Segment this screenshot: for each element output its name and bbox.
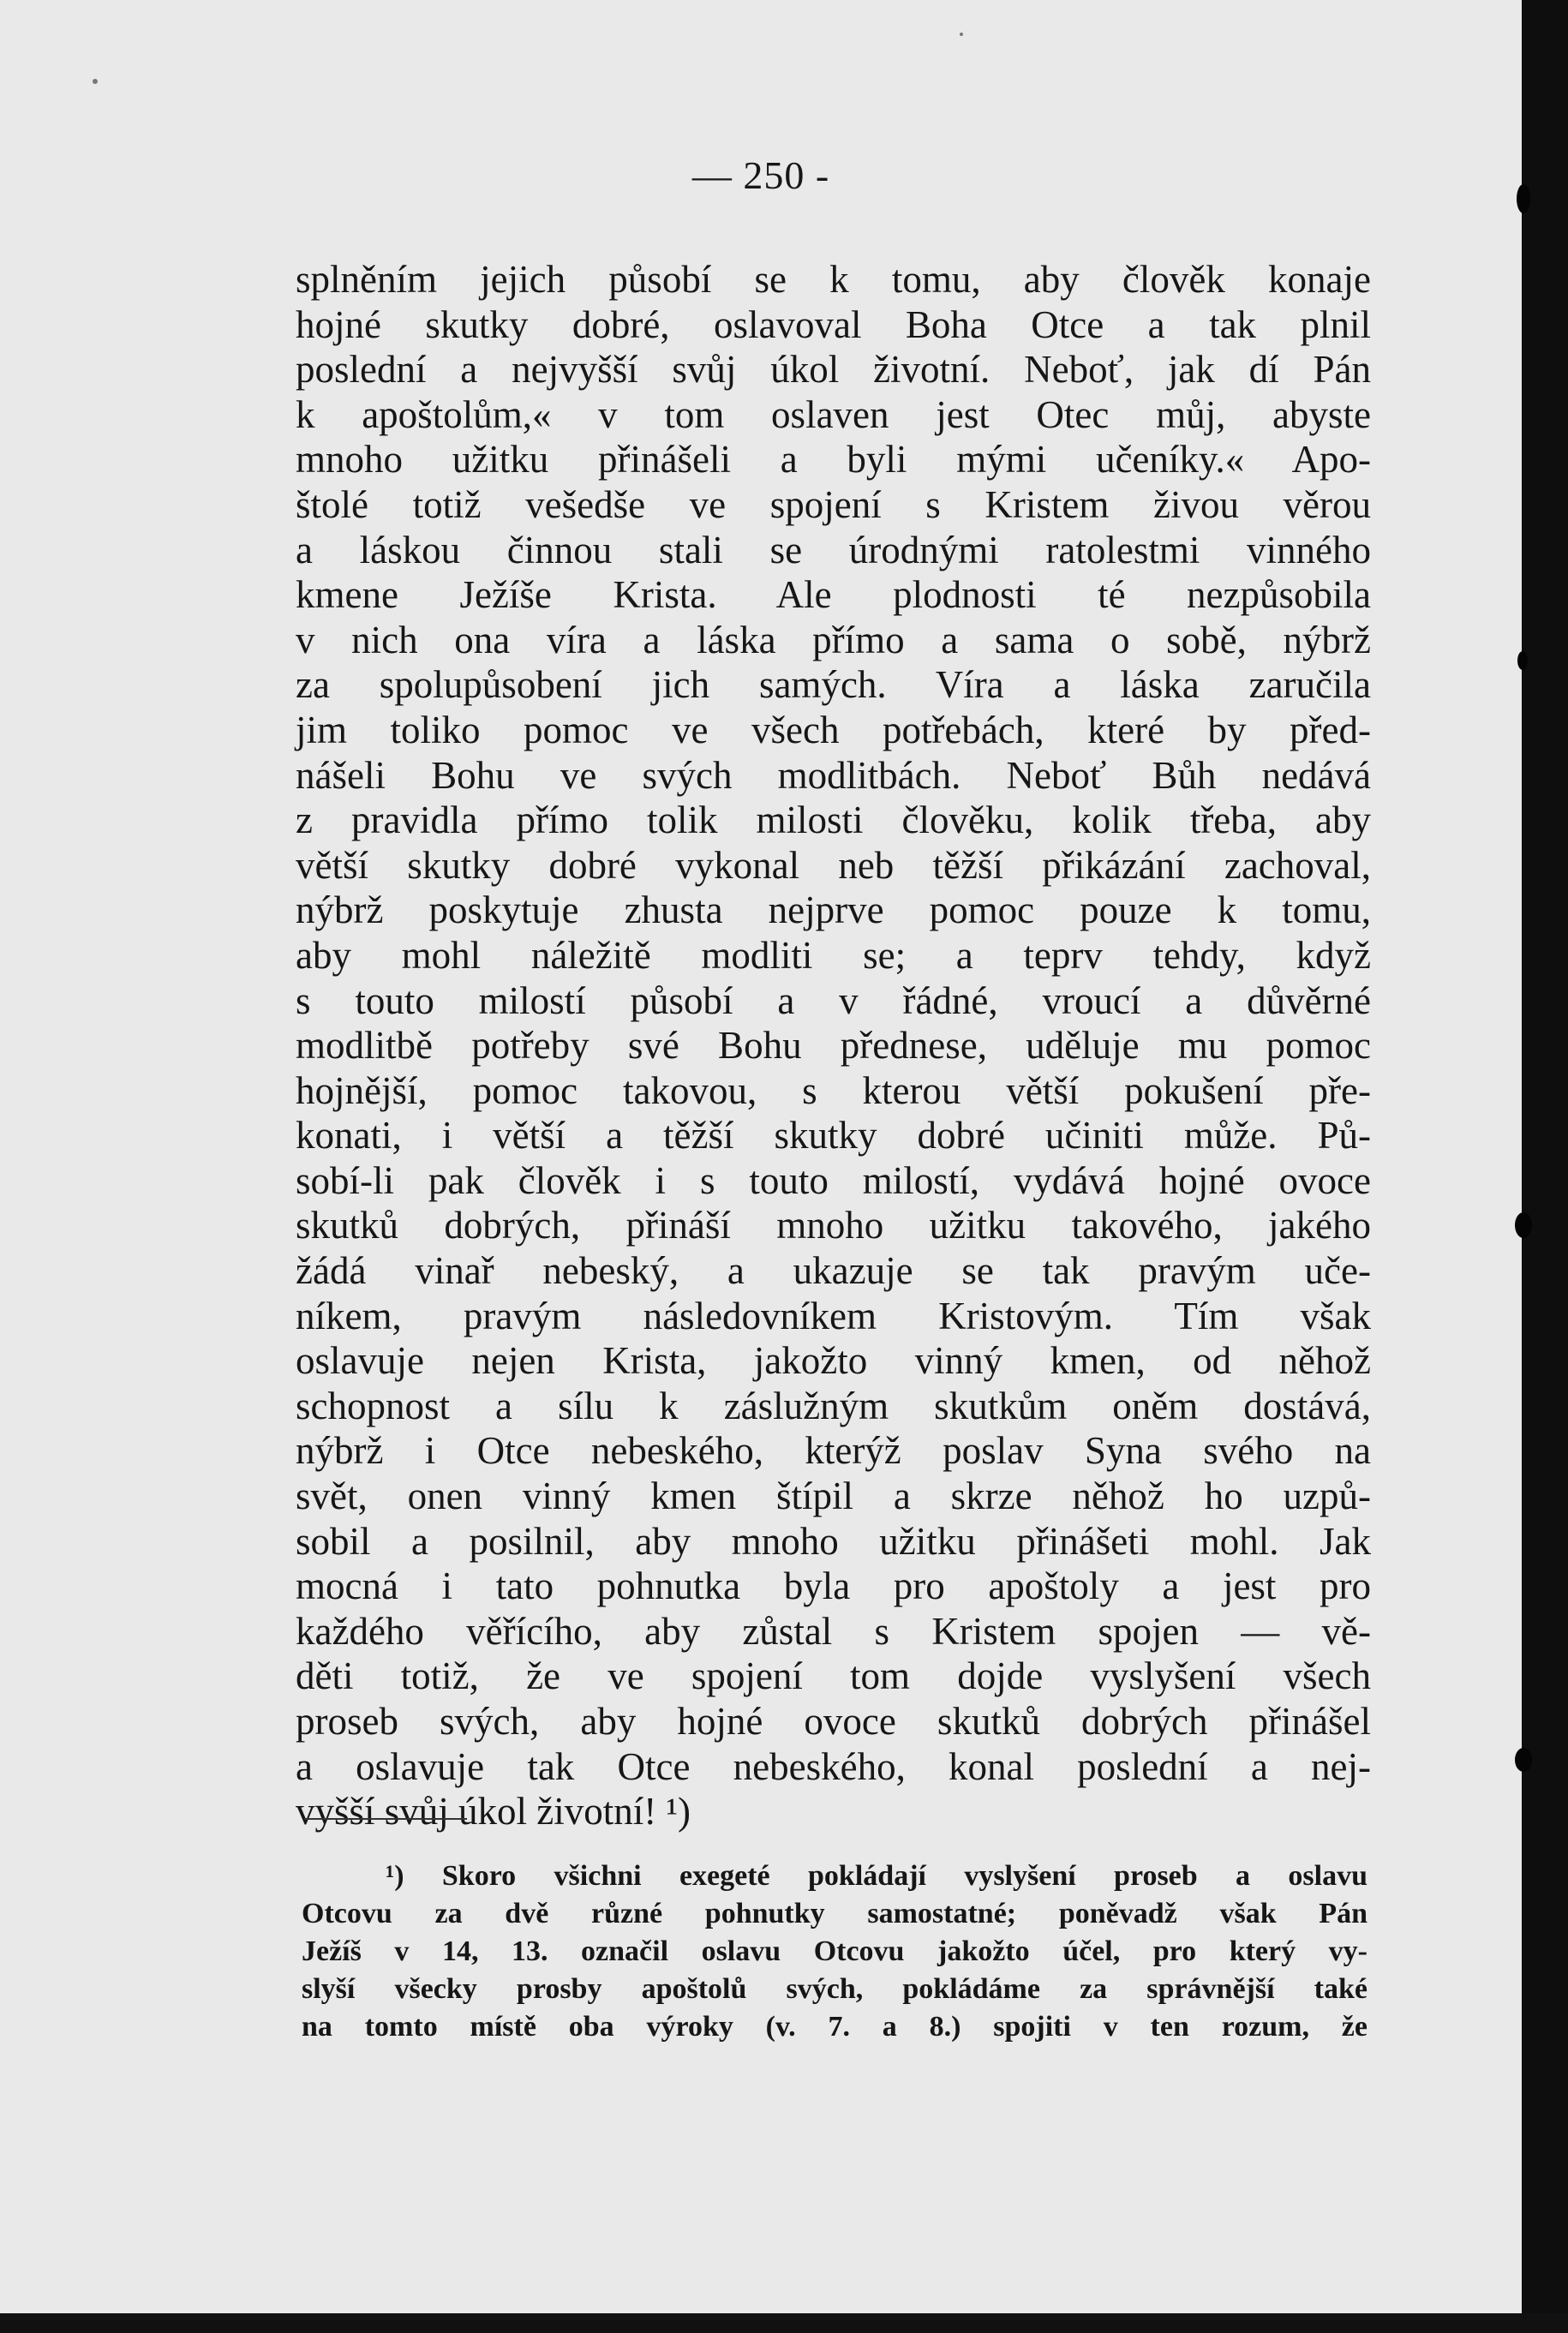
text-line: skutků dobrých, přináší mnoho užitku takového, jakého [296, 1204, 1371, 1247]
text-line: sobí-li pak člověk i s touto milostí, vydává hojné ovoce [296, 1158, 1371, 1202]
text-line: vyšší svůj úkol životní! ¹) [296, 1790, 691, 1833]
text-line: aby mohl náležitě modliti se; a teprv tehdy, když [296, 933, 1371, 977]
body-text [296, 257, 1371, 1834]
text-line: k apoštolům,« v tom oslaven jest Otec můj, abyste [296, 392, 1371, 436]
text-line: a láskou činnou stali se úrodnými ratolestmi vinného [296, 528, 1371, 571]
scan-edge-bottom [0, 2313, 1568, 2333]
text-line: svět, onen vinný kmen štípil a skrze něhož ho uzpů- [296, 1475, 1371, 1518]
footnote [302, 1857, 1368, 2046]
text-line: s touto milostí působí a v řádné, vroucí a důvěrné [296, 978, 1371, 1022]
edge-mark [1515, 1212, 1532, 1238]
text-line: poslední a nejvyšší svůj úkol životní. Neboť, jak dí Pán [296, 348, 1371, 392]
footnote-line: Ježíš v 14, 13. označil oslavu Otcovu jakožto účel, pro který vy- [302, 1935, 1368, 1967]
text-line: děti totiž, že ve spojení tom dojde vyslyšení všech [296, 1654, 1371, 1698]
page-number: — 250 - [691, 153, 830, 197]
footnote-line: slyší všecky prosby apoštolů svých, pokládáme za správnější také [302, 1973, 1368, 2005]
text-line: žádá vinař nebeský, a ukazuje se tak pravým uče- [296, 1249, 1371, 1293]
text-line: nášeli Bohu ve svých modlitbách. Neboť Bůh nedává [296, 753, 1371, 797]
footnote-separator [304, 1818, 467, 1820]
edge-mark [1517, 651, 1528, 670]
text-line: štolé totiž vešedše ve spojení s Kristem živou věrou [296, 482, 1371, 526]
text-line: za spolupůsobení jich samých. Víra a láska zaručila [296, 663, 1371, 707]
text-line: nýbrž i Otce nebeského, kterýž poslav Syna svého na [296, 1429, 1371, 1473]
edge-mark [1517, 184, 1530, 213]
text-line: kmene Ježíše Krista. Ale plodnosti té nezpůsobila [296, 573, 1371, 617]
footnote-line: Otcovu za dvě různé pohnutky samostatné; poněvadž však Pán [302, 1898, 1368, 1929]
text-line: níkem, pravým následovníkem Kristovým. Tím však [296, 1294, 1371, 1337]
text-line: v nich ona víra a láska přímo a sama o sobě, nýbrž [296, 618, 1371, 661]
footnote-line: na tomto místě oba výroky (v. 7. a 8.) spojiti v ten rozum, že [302, 2011, 1368, 2043]
text-line: a oslavuje tak Otce nebeského, konal poslední a nej- [296, 1744, 1371, 1788]
text-line: jim toliko pomoc ve všech potřebách, které by před- [296, 708, 1371, 751]
text-line: schopnost a sílu k záslužným skutkům oněm dostává, [296, 1384, 1371, 1427]
text-line: hojnější, pomoc takovou, s kterou větší pokušení pře- [296, 1068, 1371, 1112]
footnote-line: ¹) Skoro všichni exegeté pokládají vyslyšení proseb a oslavu [386, 1860, 1368, 1892]
text-line: splněním jejich působí se k tomu, aby člověk konaje [296, 258, 1371, 301]
text-line: nýbrž poskytuje zhusta nejprve pomoc pouze k tomu, [296, 888, 1371, 932]
text-line: hojné skutky dobré, oslavoval Boha Otce a tak plnil [296, 302, 1371, 346]
text-line: mnoho užitku přinášeli a byli mými učeníky.« Apo- [296, 438, 1371, 482]
scan-edge-right [1522, 0, 1568, 2333]
text-line: mocná i tato pohnutka byla pro apoštoly a jest pro [296, 1564, 1371, 1608]
paper-speck [960, 33, 963, 36]
text-line: z pravidla přímo tolik milosti člověku, kolik třeba, aby [296, 799, 1371, 842]
text-line: modlitbě potřeby své Bohu přednese, uděluje mu pomoc [296, 1024, 1371, 1068]
edge-mark [1515, 1748, 1532, 1772]
text-line: větší skutky dobré vykonal neb těžší přikázání zachoval, [296, 843, 1371, 887]
paper-speck [93, 79, 98, 84]
text-line: sobil a posilnil, aby mnoho užitku přinášeti mohl. Jak [296, 1519, 1371, 1563]
text-line: oslavuje nejen Krista, jakožto vinný kmen, od něhož [296, 1339, 1371, 1383]
text-line: proseb svých, aby hojné ovoce skutků dobrých přinášel [296, 1700, 1371, 1743]
text-line: konati, i větší a těžší skutky dobré učiniti může. Pů- [296, 1114, 1371, 1158]
text-line: každého věřícího, aby zůstal s Kristem spojen — vě- [296, 1609, 1371, 1653]
